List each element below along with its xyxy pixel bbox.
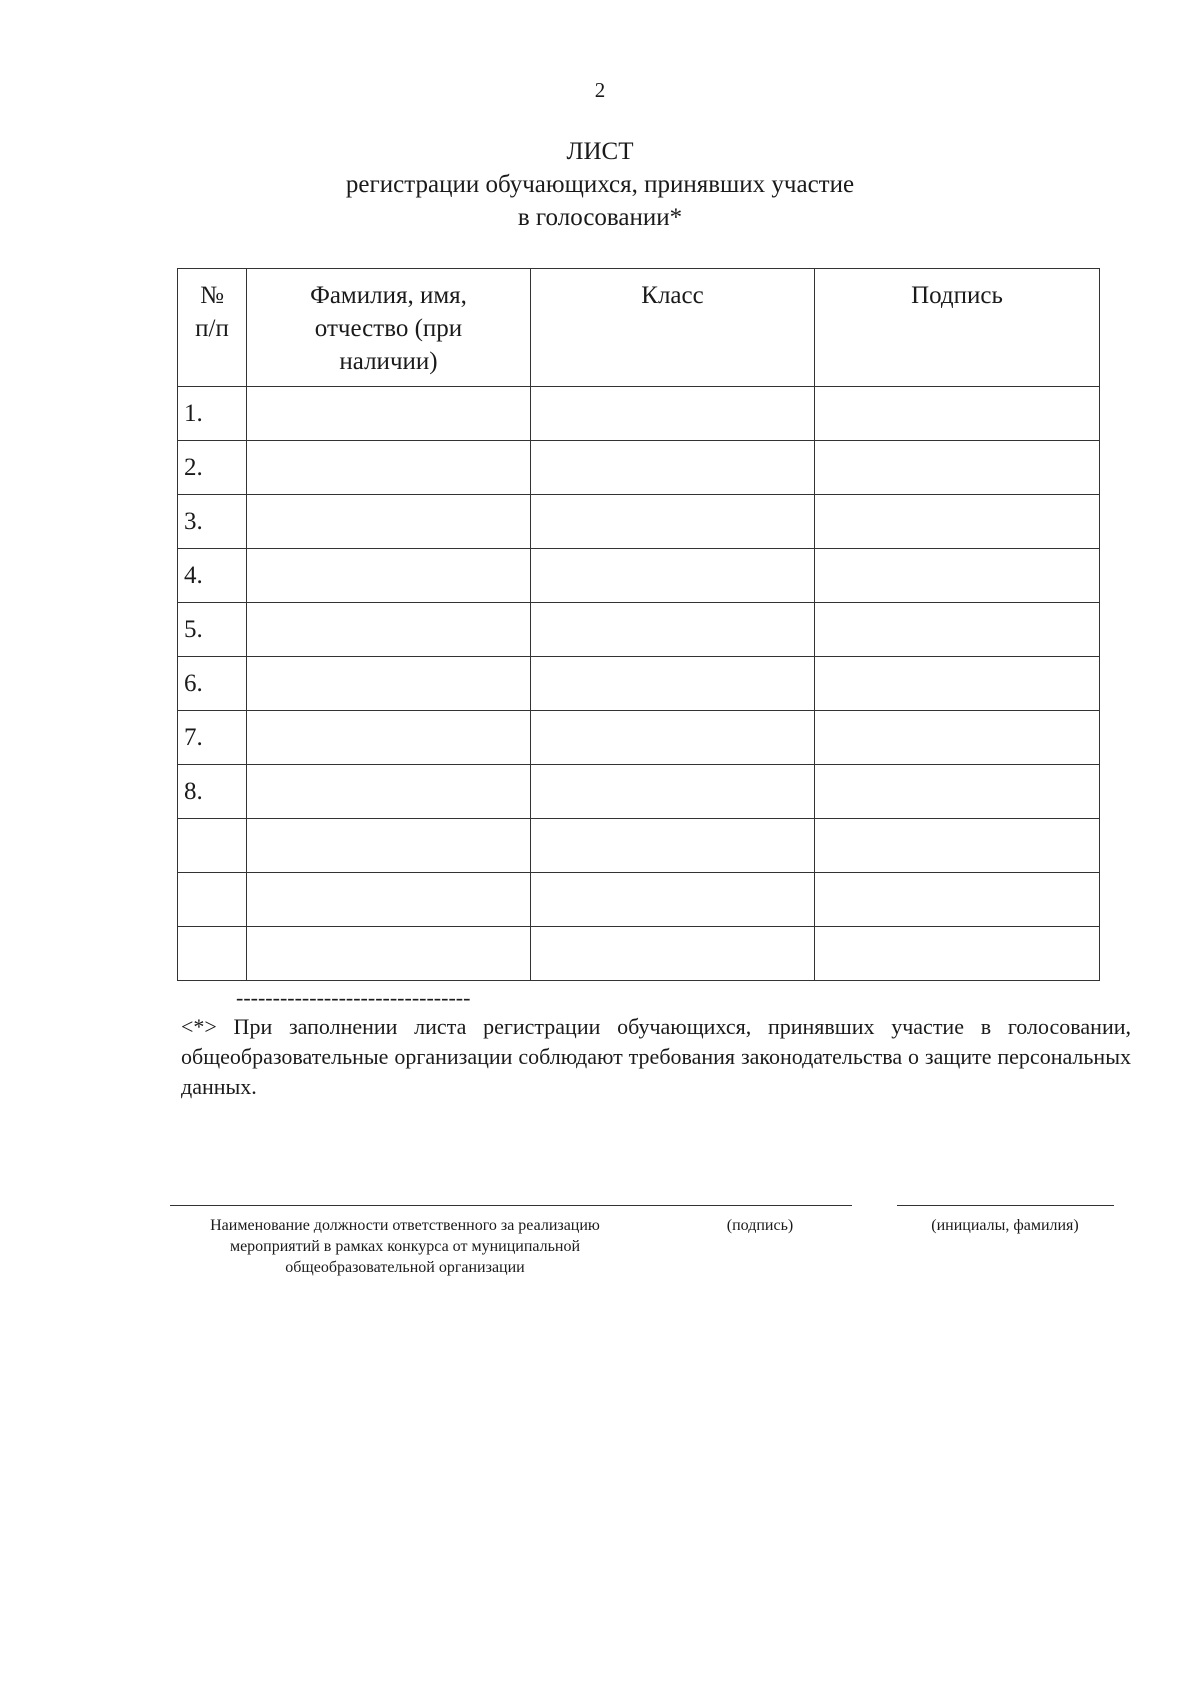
signature-cell[interactable] [815, 657, 1100, 711]
row-number: 2. [178, 441, 247, 495]
name-cell[interactable] [247, 495, 531, 549]
page-number: 2 [594, 78, 606, 102]
signature-cell[interactable] [815, 819, 1100, 873]
row-number [178, 819, 247, 873]
name-cell[interactable] [247, 549, 531, 603]
header-class: Класс [531, 269, 815, 387]
signature-cell[interactable] [815, 873, 1100, 927]
table-row [178, 927, 1100, 981]
class-cell[interactable] [531, 603, 815, 657]
registration-table [177, 268, 1100, 981]
name-cell[interactable] [247, 711, 531, 765]
signature-cell[interactable] [815, 711, 1100, 765]
signature-cell[interactable] [815, 549, 1100, 603]
row-number: 4. [178, 549, 247, 603]
class-cell[interactable] [531, 819, 815, 873]
class-cell[interactable] [531, 441, 815, 495]
row-number: 5. [178, 603, 247, 657]
signature-cell[interactable] [815, 441, 1100, 495]
row-number: 8. [178, 765, 247, 819]
table-row [178, 711, 1100, 765]
title-main: ЛИСТ [566, 138, 634, 165]
class-cell[interactable] [531, 873, 815, 927]
name-cell[interactable] [247, 873, 531, 927]
title-line-1: регистрации обучающихся, принявших участие [345, 171, 855, 198]
table-row [178, 387, 1100, 441]
initials-caption: (инициалы, фамилия) [931, 1217, 1079, 1234]
position-caption-line-2: мероприятий в рамках конкурса от муниципальной [229, 1238, 581, 1255]
position-caption-line-1: Наименование должности ответственного за реализацию [210, 1217, 600, 1234]
title-line-2: в голосовании* [517, 204, 683, 231]
header-number-line-2: п/п [195, 315, 229, 342]
signature-cell[interactable] [815, 603, 1100, 657]
signature-cell[interactable] [815, 387, 1100, 441]
header-name-line-3: наличии) [339, 348, 438, 375]
initials-line [897, 1205, 1114, 1206]
row-number: 3. [178, 495, 247, 549]
name-cell[interactable] [247, 387, 531, 441]
position-caption [170, 1215, 640, 1278]
signature-cell[interactable] [815, 927, 1100, 981]
class-cell[interactable] [531, 495, 815, 549]
table-header-row [178, 269, 1100, 387]
row-number: 1. [178, 387, 247, 441]
header-full-name [247, 269, 531, 387]
row-number: 6. [178, 657, 247, 711]
row-number: 7. [178, 711, 247, 765]
name-cell[interactable] [247, 441, 531, 495]
position-signature-line [170, 1205, 852, 1206]
name-cell[interactable] [247, 927, 531, 981]
signature-cell[interactable] [815, 765, 1100, 819]
header-name-line-1: Фамилия, имя, [310, 282, 467, 309]
footnote-text: <*> При заполнении листа регистрации обучающихся, принявших участие в голосовании, общеобразовательные организации соблюдают требования законодательства о защите персональных данных. [181, 1014, 1131, 1099]
table-row [178, 657, 1100, 711]
name-cell[interactable] [247, 657, 531, 711]
row-number [178, 927, 247, 981]
table-row [178, 549, 1100, 603]
footnote-separator: -------------------------------- [236, 985, 471, 1010]
class-cell[interactable] [531, 387, 815, 441]
header-number-line-1: № [200, 282, 224, 309]
header-signature: Подпись [815, 269, 1100, 387]
document-title [0, 136, 1200, 234]
table-row [178, 495, 1100, 549]
name-cell[interactable] [247, 819, 531, 873]
name-cell[interactable] [247, 765, 531, 819]
header-number [178, 269, 247, 387]
class-cell[interactable] [531, 657, 815, 711]
class-cell[interactable] [531, 765, 815, 819]
position-caption-line-3: общеобразовательной организации [285, 1259, 525, 1276]
table-row [178, 441, 1100, 495]
table-row [178, 765, 1100, 819]
table-row [178, 873, 1100, 927]
name-cell[interactable] [247, 603, 531, 657]
signature-cell[interactable] [815, 495, 1100, 549]
class-cell[interactable] [531, 927, 815, 981]
class-cell[interactable] [531, 549, 815, 603]
table-row [178, 819, 1100, 873]
class-cell[interactable] [531, 711, 815, 765]
header-name-line-2: отчество (при [314, 315, 463, 342]
signature-caption: (подпись) [726, 1217, 794, 1234]
row-number [178, 873, 247, 927]
table-row [178, 603, 1100, 657]
